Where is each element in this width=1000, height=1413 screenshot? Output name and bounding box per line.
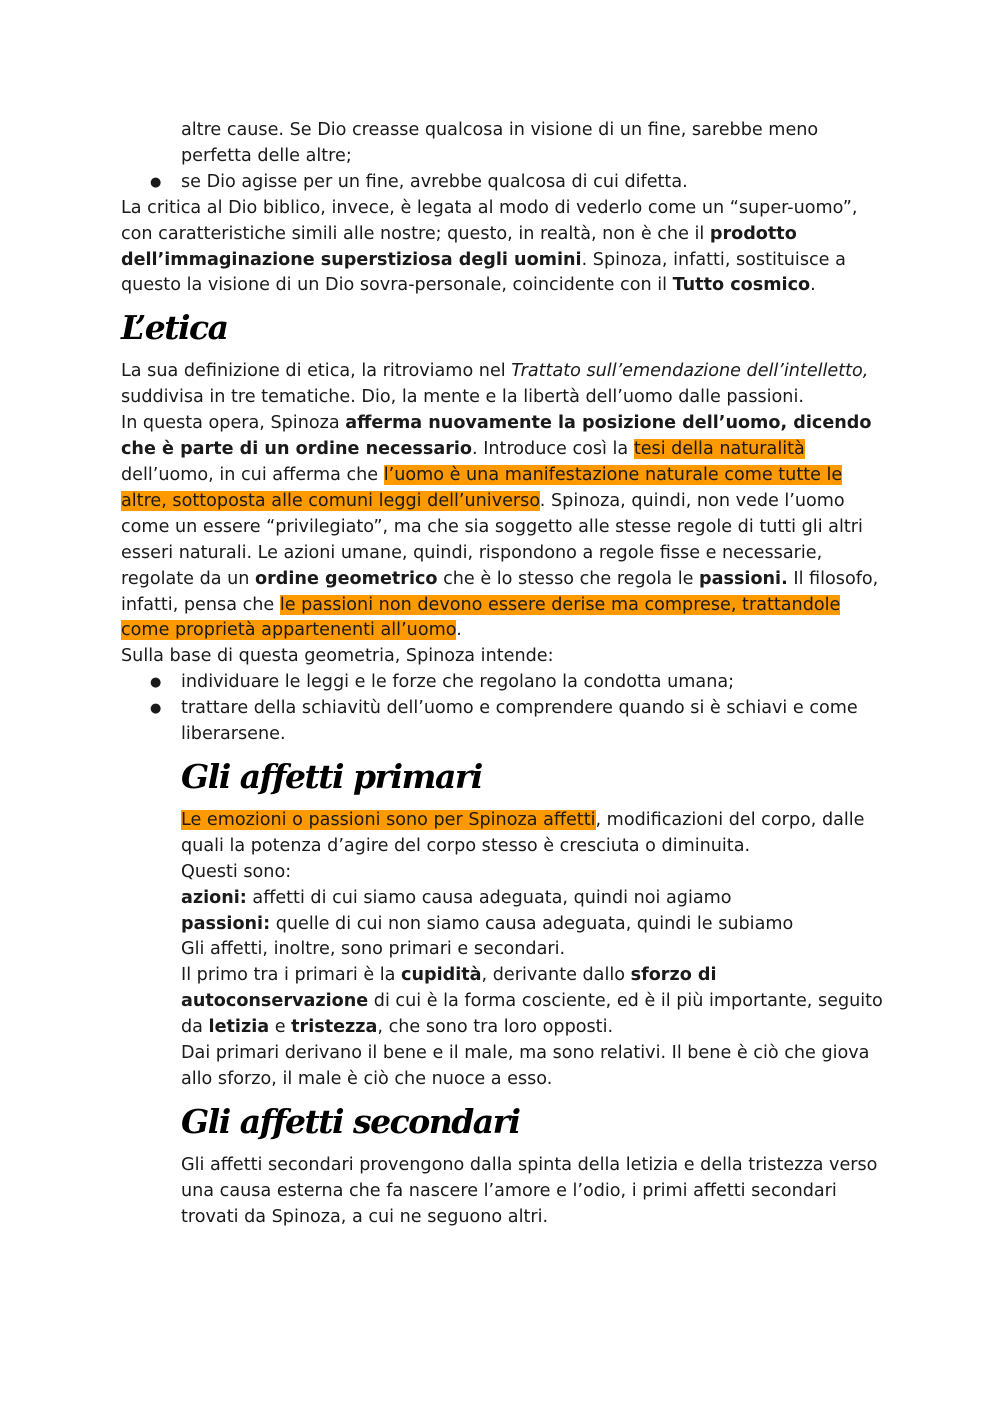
list-item: ● trattare della schiavitù dell’uomo e comprendere quando si è schiavi e come liberarsene. bbox=[150, 698, 858, 745]
paragraph-questi-sono: Questi sono: bbox=[181, 861, 292, 882]
paragraph-primari-secondari: Gli affetti, inoltre, sono primari e secondari. bbox=[181, 939, 566, 960]
heading-etica: L’etica bbox=[121, 308, 228, 348]
section-affetti-secondari bbox=[181, 1153, 891, 1231]
document-body bbox=[121, 118, 891, 1231]
definition-azioni: azioni: affetti di cui siamo causa adeguata, quindi noi agiamo bbox=[181, 887, 732, 908]
paragraph-bene-male: Dai primari derivano il bene e il male, ma sono relativi. Il bene è ciò che giova allo sforzo, il male è ciò che nuoce a esso. bbox=[181, 1043, 870, 1089]
bullet-list-intro bbox=[121, 170, 891, 196]
bullet-list-etica bbox=[121, 670, 891, 748]
paragraph-emozioni: Le emozioni o passioni sono per Spinoza affetti, modificazioni del corpo, dalle quali la potenza d’agire del corpo stesso è cresciuta o diminuita. bbox=[181, 809, 865, 856]
section-affetti-primari bbox=[181, 808, 891, 1093]
list-item: ● se Dio agisse per un fine, avrebbe qualcosa di cui difetta. bbox=[181, 170, 891, 196]
heading-affetti-secondari: Gli affetti secondari bbox=[181, 1101, 520, 1141]
heading-affetti-primari: Gli affetti primari bbox=[181, 756, 482, 796]
bullet-icon: ● bbox=[150, 174, 162, 190]
highlight: Le emozioni o passioni sono per Spinoza affetti bbox=[181, 809, 596, 830]
paragraph-dio-biblico: La critica al Dio biblico, invece, è legata al modo di vederlo come un “super-uomo”, con caratteristiche simili alle nostre; questo, in realtà, non è che il prodotto dell’immaginazione superstiziosa degli uomini. Spinoza, infatti, sostituisce a questo la visione di un Dio sovra-personale, coincidente con il Tutto cosmico. bbox=[121, 197, 858, 296]
highlight: le passioni non devono essere derise ma comprese, trattandole come proprietà appartenenti all’uomo bbox=[121, 594, 841, 641]
paragraph-etica-opera: In questa opera, Spinoza afferma nuovamente la posizione dell’uomo, dicendo che è parte di un ordine necessario. Introduce così la tesi della naturalità dell’uomo, in cui afferma che l’uomo è una manifestazione naturale come tutte le altre, sottoposta alle comuni leggi dell’universo. Spinoza, quindi, non vede l’uomo come un essere “privilegiato”, ma che sia soggetto alle stesse regole di tutti gli altri esseri naturali. Le azioni umane, quindi, rispondono a regole fisse e necessarie, regolate da un ordine geometrico che è lo stesso che regola le passioni. Il filosofo, infatti, pensa che le passioni non devono essere derise ma comprese, trattandole come proprietà appartenenti all’uomo. bbox=[121, 413, 879, 641]
highlight: tesi della naturalità bbox=[633, 439, 805, 460]
paragraph-etica-definizione: La sua definizione di etica, la ritroviamo nel Trattato sull’emendazione dell’intelletto, suddivisa in tre tematiche. Dio, la mente e la libertà dell’uomo dalle passioni. bbox=[121, 361, 869, 408]
highlight: l’uomo è una manifestazione naturale come tutte le altre, sottoposta alle comuni leggi dell’universo bbox=[121, 464, 843, 511]
list-item: ● individuare le leggi e le forze che regolano la condotta umana; bbox=[181, 670, 891, 696]
bullet-icon: ● bbox=[150, 701, 162, 717]
paragraph-cupidita: Il primo tra i primari è la cupidità, derivante dallo sforzo di autoconservazione di cui è la forma cosciente, ed è il più importante, seguito da letizia e tristezza, che sono tra loro opposti. bbox=[181, 965, 883, 1038]
bullet-icon: ● bbox=[150, 675, 162, 691]
paragraph-geometria: Sulla base di questa geometria, Spinoza intende: bbox=[121, 646, 554, 667]
definition-passioni: passioni: quelle di cui non siamo causa adeguata, quindi le subiamo bbox=[181, 913, 794, 934]
paragraph-secondari: Gli affetti secondari provengono dalla spinta della letizia e della tristezza verso una causa esterna che fa nascere l’amore e l’odio, i primi affetti secondari trovati da Spinoza, a cui ne seguono altri. bbox=[181, 1154, 878, 1227]
list-item-continuation: altre cause. Se Dio creasse qualcosa in visione di un fine, sarebbe meno perfetta delle altre; bbox=[181, 120, 819, 166]
